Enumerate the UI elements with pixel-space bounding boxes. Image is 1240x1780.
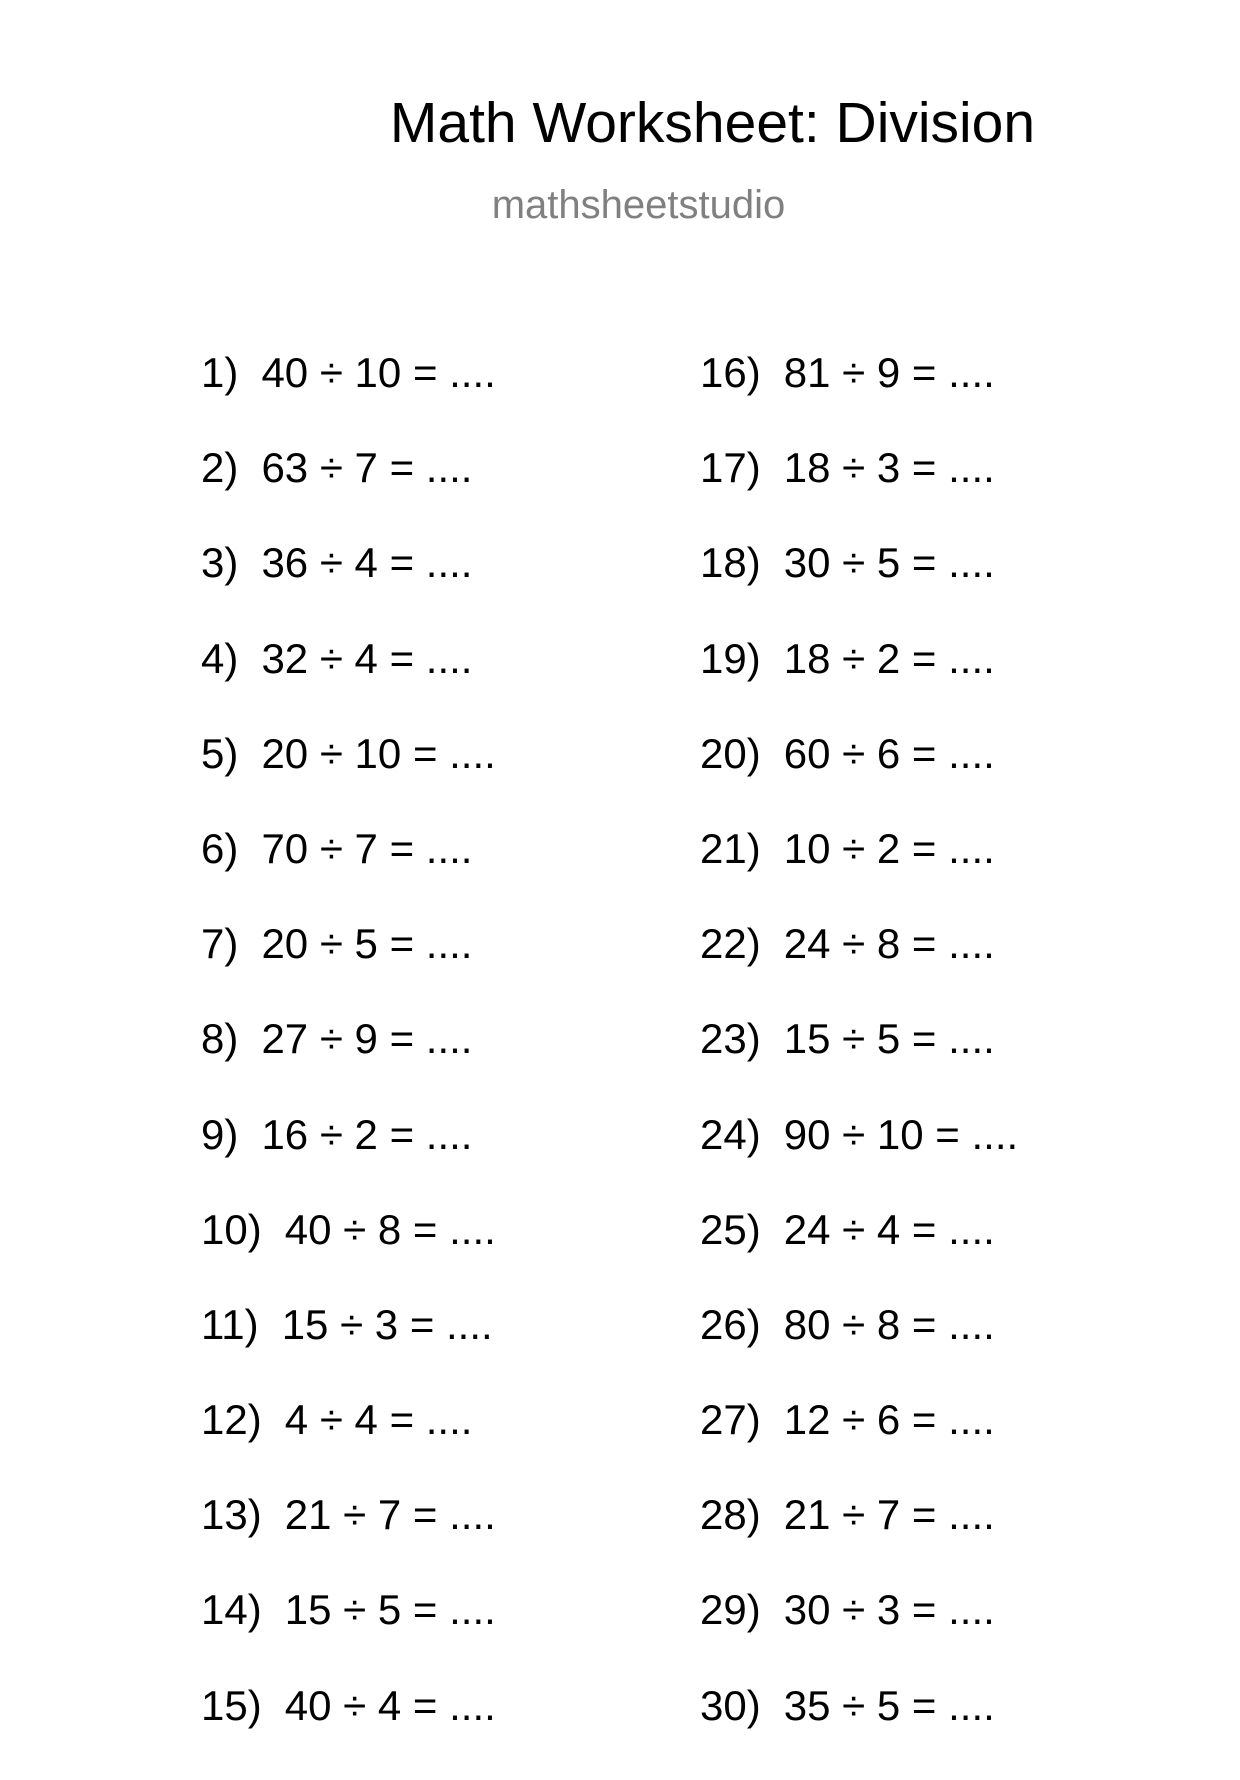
problem-number: 22) xyxy=(700,920,761,968)
problem-number: 21) xyxy=(700,824,761,872)
problem-2 xyxy=(201,444,496,542)
problem-number: 9) xyxy=(201,1110,239,1158)
problem-expression: 21 ÷ 7 = .... xyxy=(783,1491,995,1539)
problem-number: 6) xyxy=(201,824,239,872)
problem-number: 28) xyxy=(700,1491,761,1539)
problem-expression: 18 ÷ 2 = .... xyxy=(783,634,995,682)
problem-expression: 60 ÷ 6 = .... xyxy=(783,729,995,777)
problem-expression: 24 ÷ 4 = .... xyxy=(783,1205,995,1253)
problem-number: 13) xyxy=(201,1491,262,1539)
problem-14 xyxy=(201,1586,496,1684)
problem-expression: 80 ÷ 8 = .... xyxy=(783,1300,995,1348)
problem-18 xyxy=(700,539,1018,637)
problem-number: 18) xyxy=(700,539,761,587)
problem-number: 14) xyxy=(201,1586,262,1634)
problem-expression: 15 ÷ 5 = .... xyxy=(284,1586,496,1634)
problem-expression: 21 ÷ 7 = .... xyxy=(284,1491,496,1539)
problem-number: 26) xyxy=(700,1300,761,1348)
problem-number: 2) xyxy=(201,444,239,492)
problem-expression: 30 ÷ 3 = .... xyxy=(783,1586,995,1634)
problem-8 xyxy=(201,1015,496,1113)
problem-26 xyxy=(700,1300,1018,1399)
problem-29 xyxy=(700,1586,1018,1684)
problem-5 xyxy=(201,729,496,828)
problem-7 xyxy=(201,920,496,1018)
problem-expression: 24 ÷ 8 = .... xyxy=(783,920,995,968)
problem-expression: 70 ÷ 7 = .... xyxy=(261,824,473,872)
problem-number: 30) xyxy=(700,1681,761,1729)
problem-4 xyxy=(201,634,496,733)
problem-expression: 32 ÷ 4 = .... xyxy=(261,634,473,682)
problem-15 xyxy=(201,1681,496,1780)
problem-19 xyxy=(700,634,1018,733)
problem-16 xyxy=(700,349,1018,447)
problem-20 xyxy=(700,729,1018,828)
problem-21 xyxy=(700,824,1018,923)
problem-number: 7) xyxy=(201,920,239,968)
problem-expression: 63 ÷ 7 = .... xyxy=(261,444,473,492)
problem-30 xyxy=(700,1681,1018,1780)
problem-expression: 27 ÷ 9 = .... xyxy=(261,1015,473,1063)
problem-number: 25) xyxy=(700,1205,761,1253)
problem-expression: 36 ÷ 4 = .... xyxy=(261,539,473,587)
problem-number: 12) xyxy=(201,1396,262,1444)
problem-number: 16) xyxy=(700,349,761,396)
problem-expression: 18 ÷ 3 = .... xyxy=(783,444,995,492)
problem-expression: 30 ÷ 5 = .... xyxy=(783,539,995,587)
problem-expression: 40 ÷ 4 = .... xyxy=(284,1681,496,1729)
problem-expression: 4 ÷ 4 = .... xyxy=(284,1396,473,1444)
problem-11 xyxy=(201,1300,496,1399)
problem-expression: 40 ÷ 8 = .... xyxy=(284,1205,496,1253)
problem-9 xyxy=(201,1110,496,1209)
problem-1 xyxy=(201,349,496,447)
problem-column-left xyxy=(201,349,496,1780)
problem-number: 5) xyxy=(201,729,239,777)
problem-number: 20) xyxy=(700,729,761,777)
worksheet-subtitle: mathsheetstudio xyxy=(491,183,786,227)
problem-22 xyxy=(700,920,1018,1018)
problem-3 xyxy=(201,539,496,637)
problem-number: 15) xyxy=(201,1681,262,1729)
problem-10 xyxy=(201,1205,496,1304)
problem-column-right xyxy=(700,349,1019,1780)
problem-28 xyxy=(700,1491,1018,1589)
worksheet-title: Math Worksheet: Division xyxy=(389,91,1036,155)
problem-expression: 35 ÷ 5 = .... xyxy=(783,1681,995,1729)
problem-27 xyxy=(700,1396,1018,1494)
problem-number: 4) xyxy=(201,634,239,682)
problem-13 xyxy=(201,1491,496,1589)
problem-expression: 90 ÷ 10 = .... xyxy=(783,1110,1019,1158)
problem-number: 3) xyxy=(201,539,239,587)
problem-17 xyxy=(700,444,1018,542)
problem-number: 1) xyxy=(201,349,239,396)
problem-number: 23) xyxy=(700,1015,761,1063)
problem-expression: 40 ÷ 10 = .... xyxy=(261,349,496,396)
problem-25 xyxy=(700,1205,1018,1304)
problem-12 xyxy=(201,1396,496,1494)
problem-number: 11) xyxy=(201,1300,259,1348)
problem-expression: 16 ÷ 2 = .... xyxy=(261,1110,473,1158)
problem-6 xyxy=(201,824,496,923)
problem-number: 19) xyxy=(700,634,761,682)
problem-expression: 20 ÷ 10 = .... xyxy=(261,729,496,777)
problem-expression: 15 ÷ 5 = .... xyxy=(783,1015,995,1063)
problem-expression: 10 ÷ 2 = .... xyxy=(783,824,995,872)
problem-24 xyxy=(700,1110,1019,1209)
problem-expression: 20 ÷ 5 = .... xyxy=(261,920,473,968)
problem-23 xyxy=(700,1015,1018,1113)
problem-number: 17) xyxy=(700,444,761,492)
problem-expression: 81 ÷ 9 = .... xyxy=(783,349,995,396)
problem-number: 29) xyxy=(700,1586,761,1634)
problem-number: 8) xyxy=(201,1015,239,1063)
problem-expression: 15 ÷ 3 = .... xyxy=(281,1300,493,1348)
problem-number: 24) xyxy=(700,1110,761,1158)
problem-expression: 12 ÷ 6 = .... xyxy=(783,1396,995,1444)
problem-number: 10) xyxy=(201,1205,262,1253)
problem-number: 27) xyxy=(700,1396,761,1444)
